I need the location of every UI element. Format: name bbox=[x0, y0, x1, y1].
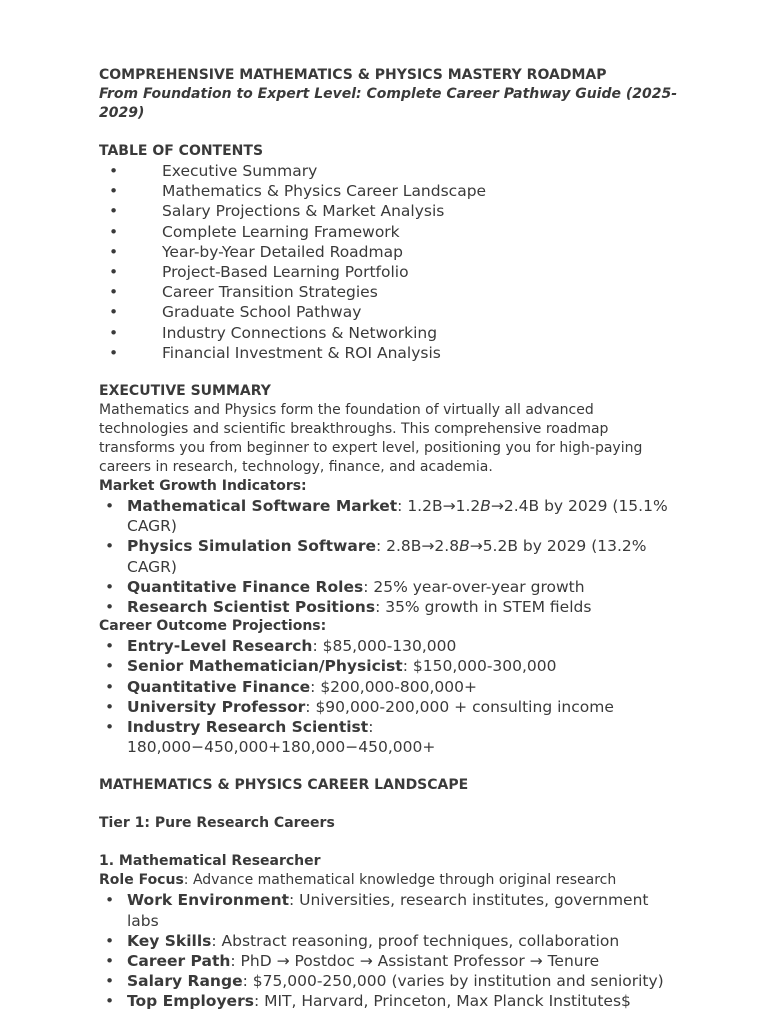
list-item: • Key Skills: Abstract reasoning, proof techniques, collaboration bbox=[105, 931, 620, 950]
bullet-icon: • bbox=[109, 182, 119, 201]
bullet-icon: • bbox=[105, 637, 115, 656]
bullet-icon: • bbox=[109, 202, 119, 221]
spacer bbox=[99, 123, 679, 142]
career-landscape-heading: MATHEMATICS & PHYSICS CAREER LANDSCAPE bbox=[99, 777, 469, 794]
role-title: 1. Mathematical Researcher bbox=[99, 853, 321, 870]
toc-item: • Financial Investment & ROI Analysis bbox=[109, 343, 441, 362]
bullet-icon: • bbox=[105, 992, 115, 1011]
bullet-icon: • bbox=[109, 303, 119, 322]
list-item: • Career Path: PhD → Postdoc → Assistant Professor → Tenure bbox=[105, 952, 600, 971]
list-item: • Mathematical Software Market: 1.2B→1.2B→2.4B by 2029 (15.1% CAGR) bbox=[105, 497, 668, 536]
executive-summary-heading: EXECUTIVE SUMMARY bbox=[99, 383, 271, 400]
bullet-icon: • bbox=[109, 162, 119, 180]
bullet-icon: • bbox=[109, 283, 119, 302]
spacer bbox=[99, 833, 679, 852]
bullet-icon: • bbox=[105, 697, 115, 716]
list-item: • Research Scientist Positions: 35% growth in STEM fields bbox=[105, 598, 592, 617]
bullet-icon: • bbox=[105, 657, 115, 676]
executive-summary-paragraph: Mathematics and Physics form the foundation of virtually all advanced technologies and scientific breakthroughs. This comprehensive roadmap transforms you from beginner to expert level, positioning you for high-paying careers in research, technology, finance, and academia. bbox=[99, 402, 643, 476]
bullet-icon: • bbox=[105, 891, 115, 910]
list-item: • Senior Mathematician/Physicist: $150,000-300,000 bbox=[105, 657, 557, 676]
bullet-icon: • bbox=[105, 972, 115, 991]
career-outcome-label: Career Outcome Projections: bbox=[99, 618, 327, 635]
tier-heading: Tier 1: Pure Research Careers bbox=[99, 815, 335, 832]
career-outcome-list bbox=[99, 636, 679, 757]
toc-item: • Year-by-Year Detailed Roadmap bbox=[109, 242, 403, 261]
toc-item: • Executive Summary bbox=[109, 162, 318, 180]
market-growth-label: Market Growth Indicators: bbox=[99, 478, 307, 495]
toc-item: • Career Transition Strategies bbox=[109, 283, 378, 302]
document-title: COMPREHENSIVE MATHEMATICS & PHYSICS MASTERY ROADMAP bbox=[99, 67, 607, 83]
role-details-list bbox=[99, 890, 679, 1011]
document-page bbox=[99, 66, 679, 1012]
bullet-icon: • bbox=[109, 222, 119, 241]
bullet-icon: • bbox=[109, 323, 119, 342]
bullet-icon: • bbox=[105, 718, 115, 737]
toc-item: • Project-Based Learning Portfolio bbox=[109, 263, 409, 282]
role-focus: Role Focus: Advance mathematical knowledge through original research bbox=[99, 872, 617, 889]
bullet-icon: • bbox=[105, 577, 115, 596]
spacer bbox=[99, 363, 679, 382]
toc-item: • Salary Projections & Market Analysis bbox=[109, 202, 445, 221]
bullet-icon: • bbox=[109, 343, 119, 362]
list-item: • Industry Research Scientist: 180,000−450,000+180,000−450,000+ bbox=[105, 718, 436, 757]
list-item: • Physics Simulation Software: 2.8B→2.8B→5.2B by 2029 (13.2% CAGR) bbox=[105, 537, 647, 576]
bullet-icon: • bbox=[105, 677, 115, 696]
list-item: • Entry-Level Research: $85,000-130,000 bbox=[105, 637, 457, 656]
bullet-icon: • bbox=[105, 952, 115, 971]
spacer bbox=[99, 757, 679, 776]
bullet-icon: • bbox=[105, 598, 115, 617]
toc-item: • Graduate School Pathway bbox=[109, 303, 362, 322]
toc-item: • Complete Learning Framework bbox=[109, 222, 400, 241]
list-item: • Salary Range: $75,000-250,000 (varies by institution and seniority) bbox=[105, 972, 664, 991]
bullet-icon: • bbox=[105, 537, 115, 556]
list-item: • University Professor: $90,000-200,000 + consulting income bbox=[105, 697, 614, 716]
bullet-icon: • bbox=[109, 242, 119, 261]
bullet-icon: • bbox=[105, 497, 115, 516]
list-item: • Top Employers: MIT, Harvard, Princeton, Max Planck Institutes$ bbox=[105, 992, 631, 1011]
spacer bbox=[99, 795, 679, 814]
document-subtitle: From Foundation to Expert Level: Complete Career Pathway Guide (2025-2029) bbox=[99, 86, 678, 121]
market-growth-list bbox=[99, 496, 679, 617]
bullet-icon: • bbox=[105, 931, 115, 950]
toc-list bbox=[99, 161, 679, 363]
toc-item: • Mathematics & Physics Career Landscape bbox=[109, 182, 487, 201]
list-item: • Work Environment: Universities, research institutes, government labs bbox=[105, 891, 649, 930]
list-item: • Quantitative Finance Roles: 25% year-over-year growth bbox=[105, 577, 585, 596]
toc-heading: TABLE OF CONTENTS bbox=[99, 143, 264, 159]
bullet-icon: • bbox=[109, 263, 119, 282]
list-item: • Quantitative Finance: $200,000-800,000+ bbox=[105, 677, 477, 696]
toc-item: • Industry Connections & Networking bbox=[109, 323, 438, 342]
